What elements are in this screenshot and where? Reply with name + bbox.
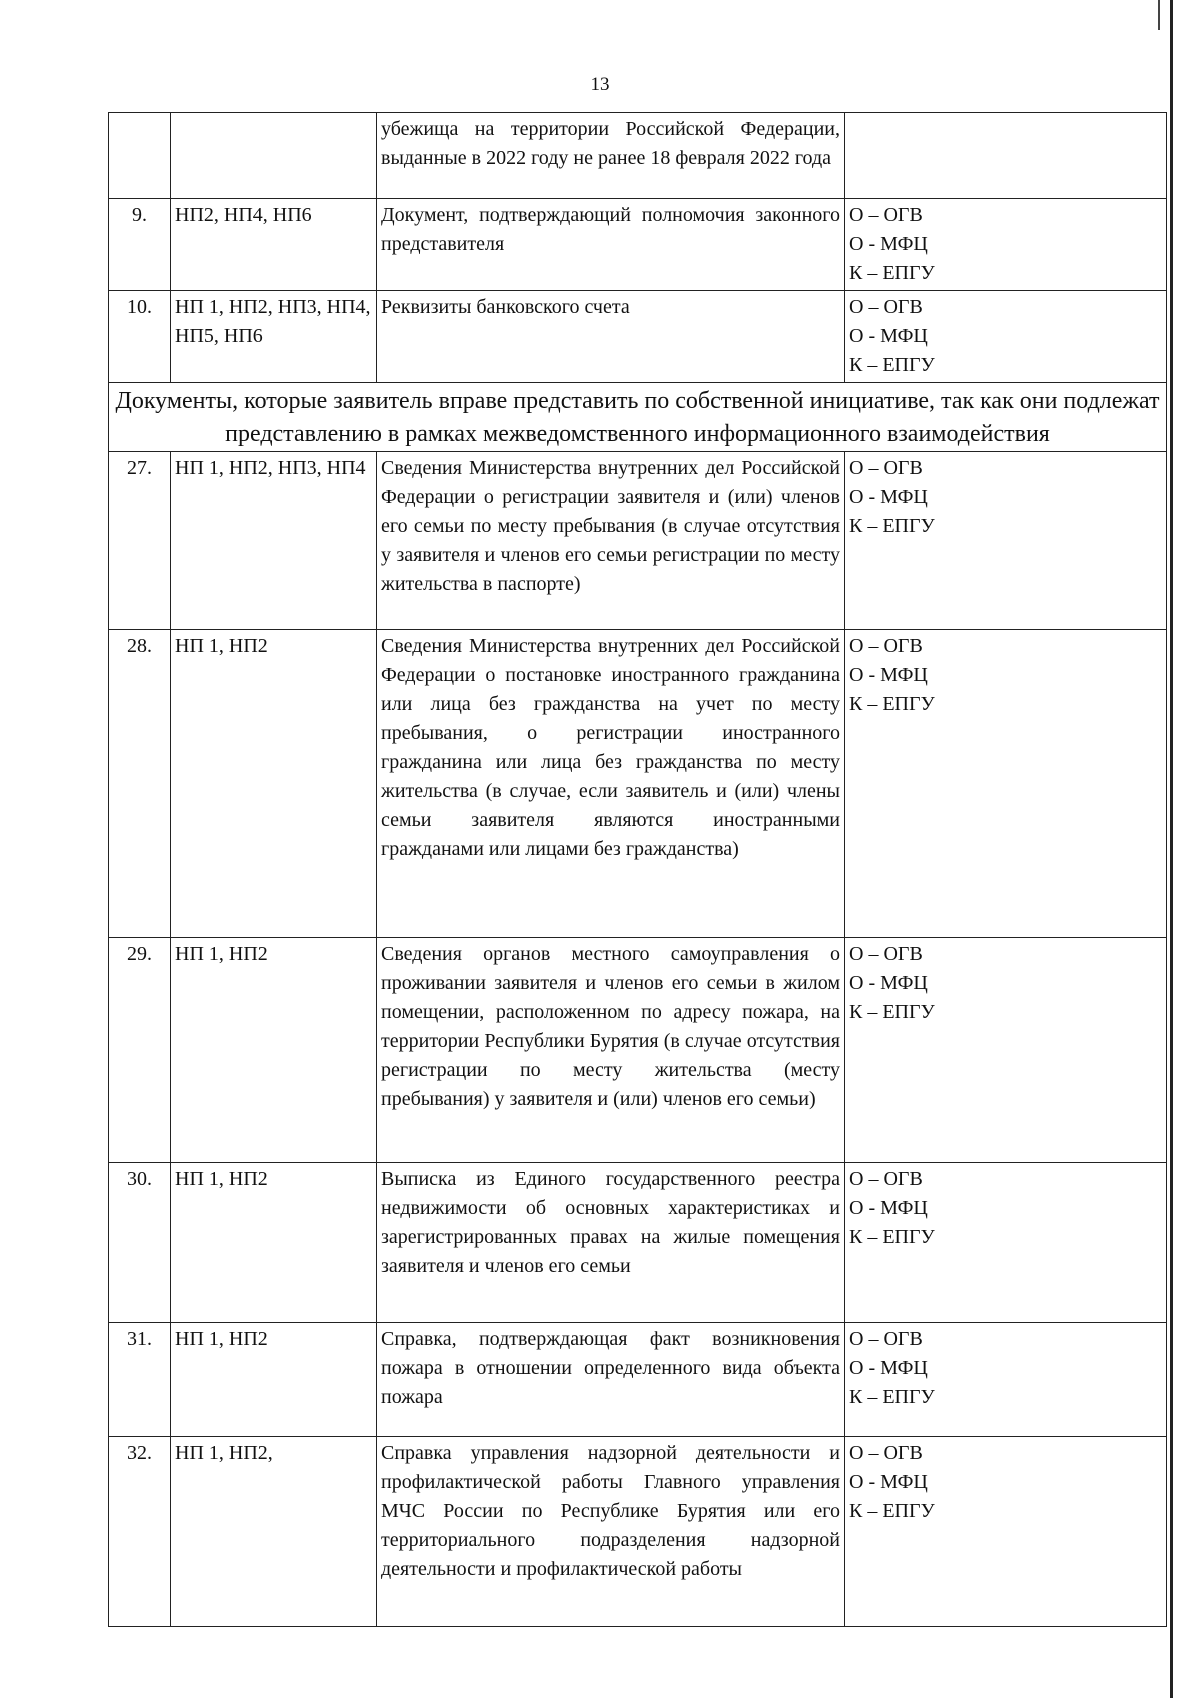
row-submission-methods — [845, 1437, 1167, 1627]
row-categories: НП 1, НП2, НП3, НП4, НП5, НП6 — [171, 291, 377, 383]
row-number: 31. — [109, 1323, 171, 1437]
submission-method: К – ЕПГУ — [849, 1386, 935, 1408]
row-number: 27. — [109, 452, 171, 630]
table-row — [109, 113, 1167, 199]
row-submission-methods — [845, 1323, 1167, 1437]
row-number: 29. — [109, 938, 171, 1163]
submission-method: К – ЕПГУ — [849, 515, 935, 537]
submission-method: О – ОГВ — [849, 1442, 923, 1464]
table-row — [109, 1323, 1167, 1437]
submission-method: О - МФЦ — [849, 1197, 928, 1219]
submission-method: О - МФЦ — [849, 972, 928, 994]
row-number: 28. — [109, 630, 171, 938]
table-row — [109, 199, 1167, 291]
row-description: Сведения органов местного самоуправления о проживании заявителя и членов его семьи в жилом помещении, расположенном по адресу пожара, на территории Республики Бурятия (в случае отсутствия регистрации по месту жительства (месту пребывания) у заявителя и (или) членов его семьи) — [377, 938, 845, 1163]
table-row — [109, 630, 1167, 938]
row-description: убежища на территории Российской Федерации, выданные в 2022 году не ранее 18 февраля 2022 года — [377, 113, 845, 199]
table-section — [109, 383, 1167, 452]
row-description: Сведения Министерства внутренних дел Российской Федерации о постановке иностранного гражданина или лица без гражданства на учет по месту пребывания, о регистрации иностранного гражданина или лица без гражданства по месту жительства (в случае, если заявитель и (или) члены семьи заявителя являются иностранными гражданами или лицами без гражданства) — [377, 630, 845, 938]
row-number: 10. — [109, 291, 171, 383]
row-submission-methods — [845, 291, 1167, 383]
table-row — [109, 1437, 1167, 1627]
submission-method: К – ЕПГУ — [849, 1001, 935, 1023]
row-description: Справка, подтверждающая факт возникновения пожара в отношении определенного вида объекта пожара — [377, 1323, 845, 1437]
submission-method: О - МФЦ — [849, 664, 928, 686]
table-row — [109, 1163, 1167, 1323]
row-submission-methods — [845, 199, 1167, 291]
row-number: 32. — [109, 1437, 171, 1627]
row-categories: НП 1, НП2 — [171, 1163, 377, 1323]
row-number — [109, 113, 171, 199]
row-description: Документ, подтверждающий полномочия законного представителя — [377, 199, 845, 291]
row-submission-methods — [845, 938, 1167, 1163]
submission-method: К – ЕПГУ — [849, 354, 935, 376]
documents-table — [108, 112, 1167, 1627]
row-description: Сведения Министерства внутренних дел Российской Федерации о регистрации заявителя и (или) членов его семьи по месту пребывания (в случае отсутствия у заявителя и членов его семьи регистрации по месту жительства в паспорте) — [377, 452, 845, 630]
submission-method: О – ОГВ — [849, 635, 923, 657]
scan-page-edge — [1170, 0, 1173, 1698]
row-categories: НП 1, НП2, — [171, 1437, 377, 1627]
section-heading-row — [109, 383, 1167, 452]
row-submission-methods — [845, 630, 1167, 938]
row-categories: НП 1, НП2, НП3, НП4 — [171, 452, 377, 630]
submission-method: О – ОГВ — [849, 457, 923, 479]
submission-method: К – ЕПГУ — [849, 1226, 935, 1248]
table-row — [109, 938, 1167, 1163]
submission-method: К – ЕПГУ — [849, 262, 935, 284]
row-submission-methods — [845, 452, 1167, 630]
submission-method: О – ОГВ — [849, 943, 923, 965]
row-description: Выписка из Единого государственного реестра недвижимости об основных характеристиках и зарегистрированных правах на жилые помещения заявителя и членов его семьи — [377, 1163, 845, 1323]
table-row — [109, 452, 1167, 630]
row-description: Реквизиты банковского счета — [377, 291, 845, 383]
table-body-top — [109, 113, 1167, 383]
table-body-bottom — [109, 452, 1167, 1627]
submission-method: О - МФЦ — [849, 233, 928, 255]
submission-method: О – ОГВ — [849, 296, 923, 318]
section-heading: Документы, которые заявитель вправе представить по собственной инициативе, так как они подлежат представлению в рамках межведомственного информационного взаимодействия — [109, 383, 1167, 452]
submission-method: О - МФЦ — [849, 486, 928, 508]
submission-method: О – ОГВ — [849, 204, 923, 226]
submission-method: О – ОГВ — [849, 1168, 923, 1190]
row-submission-methods — [845, 1163, 1167, 1323]
row-number: 30. — [109, 1163, 171, 1323]
row-categories: НП 1, НП2 — [171, 630, 377, 938]
submission-method: О - МФЦ — [849, 1471, 928, 1493]
row-categories: НП 1, НП2 — [171, 1323, 377, 1437]
page-number: 13 — [590, 74, 610, 95]
row-categories — [171, 113, 377, 199]
submission-method: О – ОГВ — [849, 1328, 923, 1350]
row-categories: НП 1, НП2 — [171, 938, 377, 1163]
row-submission-methods — [845, 113, 1167, 199]
scan-edge-mark — [1158, 0, 1168, 30]
row-description: Справка управления надзорной деятельности и профилактической работы Главного управления МЧС России по Республике Бурятия или его территориального подразделения надзорной деятельности и профилактической работы — [377, 1437, 845, 1627]
row-number: 9. — [109, 199, 171, 291]
row-categories: НП2, НП4, НП6 — [171, 199, 377, 291]
submission-method: К – ЕПГУ — [849, 1500, 935, 1522]
submission-method: К – ЕПГУ — [849, 693, 935, 715]
table-row — [109, 291, 1167, 383]
submission-method: О - МФЦ — [849, 325, 928, 347]
submission-method: О - МФЦ — [849, 1357, 928, 1379]
